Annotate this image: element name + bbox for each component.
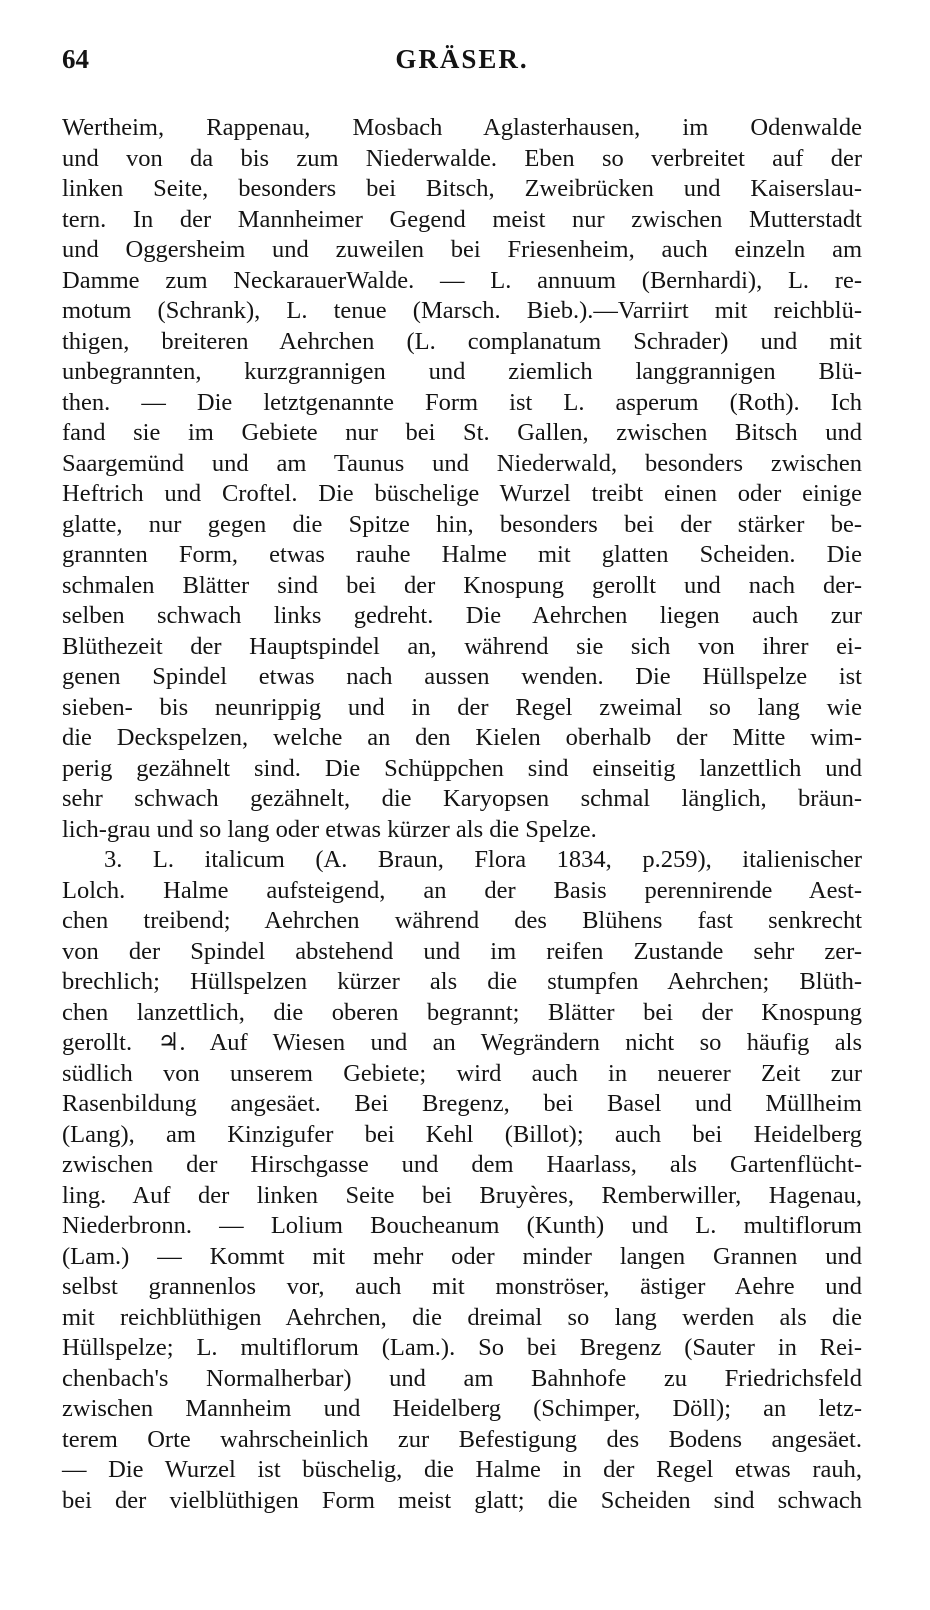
text-line: Niederbronn. — Lolium Boucheanum (Kunth) und L. multiflorum bbox=[62, 1212, 862, 1239]
text-line: Lolch. Halme aufsteigend, an der Basis perennirende Aest- bbox=[62, 876, 862, 904]
text-line: sieben- bis neunrippig und in der Regel zweimal so lang wie bbox=[62, 693, 862, 721]
text-line: 3. L. italicum (A. Braun, Flora 1834, p.259), italienischer bbox=[104, 846, 862, 873]
text-line: chenbach's Normalherbar) und am Bahnhofe zu Friedrichsfeld bbox=[62, 1364, 862, 1392]
text-line: chen lanzettlich, die oberen begrannt; Blätter bei der Knospung bbox=[62, 998, 862, 1026]
text-line: sehr schwach gezähnelt, die Karyopsen schmal länglich, bräun- bbox=[62, 785, 862, 812]
text-line: perig gezähnelt sind. Die Schüppchen sind einseitig lanzettlich und bbox=[62, 754, 862, 782]
text-line: gerollt. ♃. Auf Wiesen und an Wegrändern nicht so häufig als bbox=[62, 1029, 862, 1056]
text-line: grannten Form, etwas rauhe Halme mit glatten Scheiden. Die bbox=[62, 541, 862, 568]
text-line: und von da bis zum Niederwalde. Eben so verbreitet auf der bbox=[62, 144, 862, 172]
text-line: thigen, breiteren Aehrchen (L. complanatum Schrader) und mit bbox=[62, 327, 862, 355]
text-line: bei der vielblüthigen Form meist glatt; die Scheiden sind schwach bbox=[62, 1486, 862, 1514]
text-line: südlich von unserem Gebiete; wird auch in neuerer Zeit zur bbox=[62, 1059, 862, 1087]
text-line: Blüthezeit der Hauptspindel an, während sie sich von ihrer ei- bbox=[62, 632, 862, 660]
text-line: tern. In der Mannheimer Gegend meist nur zwischen Mutterstadt bbox=[62, 205, 862, 233]
text-line: und Oggersheim und zuweilen bei Friesenheim, auch einzeln am bbox=[62, 236, 862, 263]
text-line: terem Orte wahrscheinlich zur Befestigung des Bodens angesäet. bbox=[62, 1425, 862, 1453]
page-header bbox=[62, 44, 862, 84]
text-line: linken Seite, besonders bei Bitsch, Zweibrücken und Kaiserslau- bbox=[62, 175, 862, 202]
text-line: genen Spindel etwas nach aussen wenden. Die Hüllspelze ist bbox=[62, 663, 862, 690]
text-line: selben schwach links gedreht. Die Aehrchen liegen auch zur bbox=[62, 602, 862, 629]
text-line: — Die Wurzel ist büschelig, die Halme in der Regel etwas rauh, bbox=[62, 1456, 862, 1483]
text-line: mit reichblüthigen Aehrchen, die dreimal so lang werden als die bbox=[62, 1303, 862, 1331]
text-line: Hüllspelze; L. multiflorum (Lam.). So bei Bregenz (Sauter in Rei- bbox=[62, 1334, 862, 1361]
text-line: ling. Auf der linken Seite bei Bruyères, Remberwiller, Hagenau, bbox=[62, 1181, 862, 1209]
text-line: lich-grau und so lang oder etwas kürzer als die Spelze. bbox=[62, 815, 597, 843]
text-line: then. — Die letztgenannte Form ist L. asperum (Roth). Ich bbox=[62, 388, 862, 416]
page-number: 64 bbox=[62, 44, 89, 74]
body-text bbox=[62, 113, 862, 1516]
text-line: Saargemünd und am Taunus und Niederwald, besonders zwischen bbox=[62, 449, 862, 477]
text-line: motum (Schrank), L. tenue (Marsch. Bieb.).—Varriirt mit reichblü- bbox=[62, 297, 862, 324]
text-line: chen treibend; Aehrchen während des Blühens fast senkrecht bbox=[62, 907, 862, 934]
text-line: Wertheim, Rappenau, Mosbach Aglasterhausen, im Odenwalde bbox=[62, 114, 862, 141]
text-line: schmalen Blätter sind bei der Knospung gerollt und nach der- bbox=[62, 571, 862, 599]
text-line: brechlich; Hüllspelzen kürzer als die stumpfen Aehrchen; Blüth- bbox=[62, 968, 862, 995]
text-line: von der Spindel abstehend und im reifen Zustande sehr zer- bbox=[62, 937, 862, 965]
text-line: die Deckspelzen, welche an den Kielen oberhalb der Mitte wim- bbox=[62, 724, 862, 751]
running-head: GRÄSER. bbox=[395, 44, 529, 74]
text-line: Heftrich und Croftel. Die büschelige Wurzel treibt einen oder einige bbox=[62, 480, 862, 507]
text-line: unbegrannten, kurzgrannigen und ziemlich langgrannigen Blü- bbox=[62, 358, 862, 385]
text-line: Rasenbildung angesäet. Bei Bregenz, bei Basel und Müllheim bbox=[62, 1090, 862, 1117]
text-line: selbst grannenlos vor, auch mit monströser, ästiger Aehre und bbox=[62, 1273, 862, 1300]
text-line: (Lang), am Kinzigufer bei Kehl (Billot); auch bei Heidelberg bbox=[62, 1120, 862, 1148]
text-line: fand sie im Gebiete nur bei St. Gallen, zwischen Bitsch und bbox=[62, 419, 862, 446]
text-line: zwischen der Hirschgasse und dem Haarlass, als Gartenflücht- bbox=[62, 1151, 862, 1178]
text-line: zwischen Mannheim und Heidelberg (Schimper, Döll); an letz- bbox=[62, 1395, 862, 1422]
text-line: Damme zum NeckarauerWalde. — L. annuum (Bernhardi), L. re- bbox=[62, 266, 862, 294]
text-line: (Lam.) — Kommt mit mehr oder minder langen Grannen und bbox=[62, 1242, 862, 1270]
text-line: glatte, nur gegen die Spitze hin, besonders bei der stärker be- bbox=[62, 510, 862, 538]
